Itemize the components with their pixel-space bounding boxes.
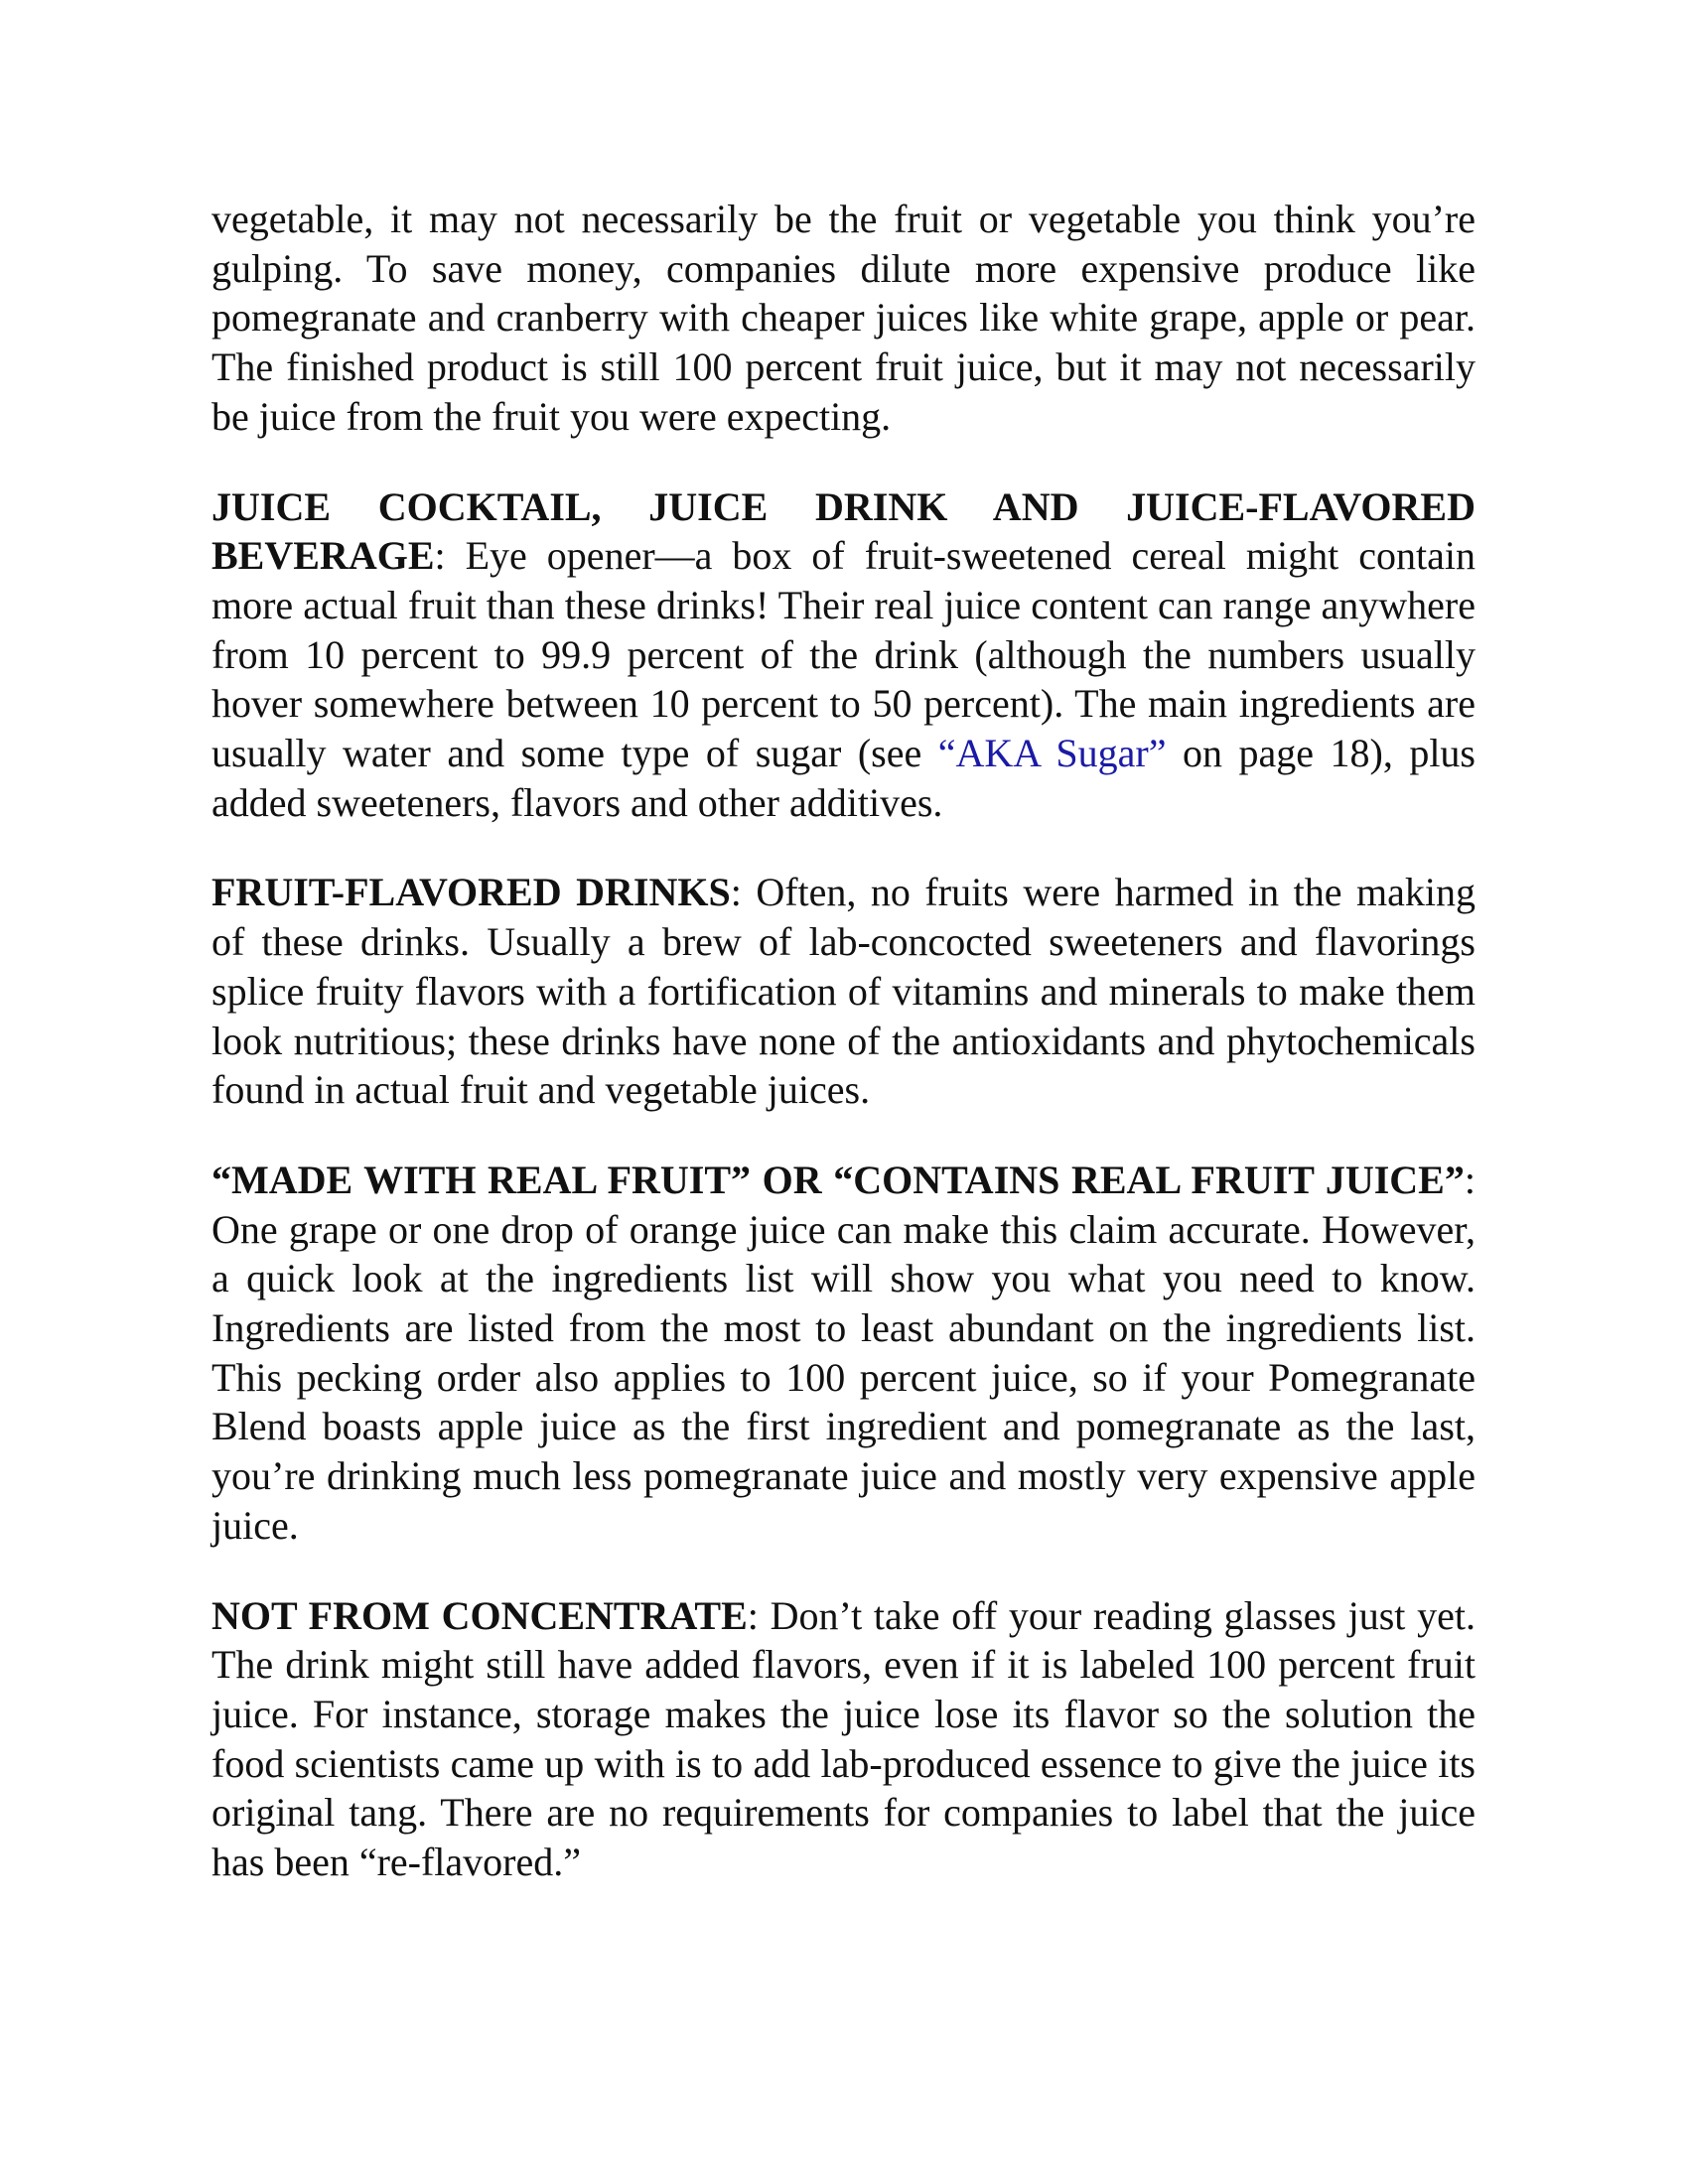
paragraph-not-from-concentrate <box>211 1591 1476 1887</box>
term-separator: : <box>434 533 446 579</box>
intro-text: vegetable, it may not necessarily be the fruit or vegetable you think you’re gulping. To save money, companies dilute more expensive produce like pomegranate and cranberry with cheaper juices like white grape, apple or pear. The finished product is still 100 percent fruit juice, but it may not necessarily be juice from the fruit you were expecting. <box>211 197 1476 439</box>
document-page <box>211 195 1476 1887</box>
term-not-from-concentrate: NOT FROM CONCENTRATE <box>211 1592 748 1638</box>
term-made-with-real-fruit: “MADE WITH REAL FRUIT” OR “CONTAINS REAL FRUIT JUICE” <box>211 1157 1465 1202</box>
paragraph-made-with-real-fruit <box>211 1156 1476 1551</box>
term-separator: : <box>730 870 742 915</box>
term-juice-cocktail: JUICE COCKTAIL, JUICE DRINK AND JUICE-FLAVORED BEVERAGE <box>211 483 1476 579</box>
aka-sugar-link[interactable]: “AKA Sugar” <box>937 731 1167 776</box>
made-with-real-fruit-body: One grape or one drop of orange juice can make this claim accurate. However, a quick look at the ingredients list will show you what you need to know. Ingredients are listed from the most to least abundant on the ingredients list. This pecking order also applies to 100 percent juice, so if your Pomegranate Blend boasts apple juice as the first ingredient and pomegranate as the last, you’re drinking much less pomegranate juice and mostly very expensive apple juice. <box>211 1206 1476 1548</box>
paragraph-intro <box>211 195 1476 442</box>
juice-cocktail-body: Eye opener—a box of fruit-sweetened cereal might contain more actual fruit than these drinks! Their real juice content can range anywhere from 10 percent to 99.9 percent of the drink (although the numbers usually hover somewhere between 10 percent to 50 percent). The main ingredients are usually water and some type of sugar (see <box>211 533 1476 776</box>
paragraph-juice-cocktail <box>211 482 1476 828</box>
term-separator: : <box>1464 1157 1476 1202</box>
fruit-flavored-body: Often, no fruits were harmed in the making of these drinks. Usually a brew of lab-concocted sweeteners and flavorings splice fruity flavors with a fortification of vitamins and minerals to make them look nutritious; these drinks have none of the antioxidants and phytochemicals found in actual fruit and vegetable juices. <box>211 870 1477 1113</box>
term-separator: : <box>747 1592 759 1638</box>
term-fruit-flavored: FRUIT-FLAVORED DRINKS <box>211 870 731 915</box>
juice-cocktail-body-end: on page 18), plus added sweeteners, flavors and other additives. <box>211 731 1476 825</box>
paragraph-fruit-flavored <box>211 868 1476 1115</box>
not-from-concentrate-body: Don’t take off your reading glasses just yet. The drink might still have added flavors, even if it is labeled 100 percent fruit juice. For instance, storage makes the juice lose its flavor so the solution the food scientists came up with is to add lab-produced essence to give the juice its original tang. There are no requirements for companies to label that the juice has been “re-flavored.” <box>211 1592 1476 1885</box>
